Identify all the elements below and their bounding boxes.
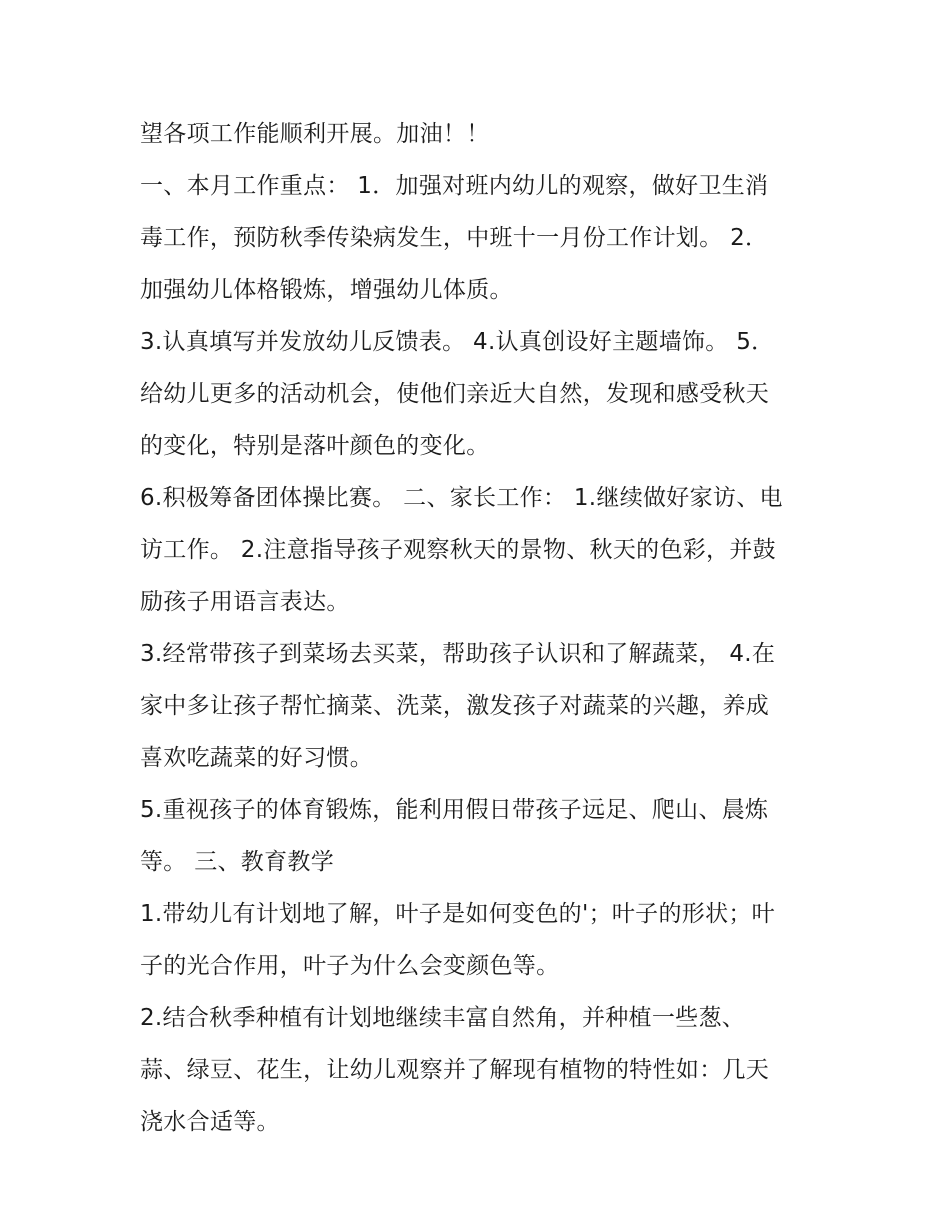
text-line: 加强幼儿体格锻炼，增强幼儿体质。: [140, 277, 513, 303]
text-line: 访工作。 2.注意指导孩子观察秋天的景物、秋天的色彩，并鼓: [140, 537, 776, 563]
text-line: 喜欢吃蔬菜的好习惯。: [140, 745, 373, 771]
text-line: 励孩子用语言表达。: [140, 589, 350, 615]
text-line: 2.结合秋季种植有计划地继续丰富自然角，并种植一些葱、: [140, 1005, 746, 1031]
document-body: [140, 108, 820, 1148]
text-line: 毒工作，预防秋季传染病发生，中班十一月份工作计划。 2．: [140, 225, 769, 251]
text-line: 一、本月工作重点： 1．加强对班内幼儿的观察，做好卫生消: [140, 173, 769, 199]
text-line: 给幼儿更多的活动机会，使他们亲近大自然，发现和感受秋天: [140, 381, 770, 407]
text-line: 望各项工作能顺利开展。加油！！: [140, 121, 490, 147]
text-line: 浇水合适等。: [140, 1109, 280, 1135]
text-line: 5.重视孩子的体育锻炼，能利用假日带孩子远足、爬山、晨炼: [140, 797, 769, 823]
text-line: 3.认真填写并发放幼儿反馈表。 4.认真创设好主题墙饰。 5．: [140, 329, 775, 355]
text-line: 1.带幼儿有计划地了解，叶子是如何变色的'；叶子的形状；叶: [140, 901, 775, 927]
text-line: 的变化，特别是落叶颜色的变化。: [140, 433, 490, 459]
text-line: 等。 三、教育教学: [140, 849, 335, 875]
text-line: 6.积极筹备团体操比赛。 二、家长工作： 1.继续做好家访、电: [140, 485, 783, 511]
text-line: 3.经常带孩子到菜场去买菜，帮助孩子认识和了解蔬菜， 4.在: [140, 641, 776, 667]
text-line: 家中多让孩子帮忙摘菜、洗菜，激发孩子对蔬菜的兴趣，养成: [140, 693, 770, 719]
text-line: 蒜、绿豆、花生，让幼儿观察并了解现有植物的特性如：几天: [140, 1057, 770, 1083]
text-line: 子的光合作用，叶子为什么会变颜色等。: [140, 953, 560, 979]
